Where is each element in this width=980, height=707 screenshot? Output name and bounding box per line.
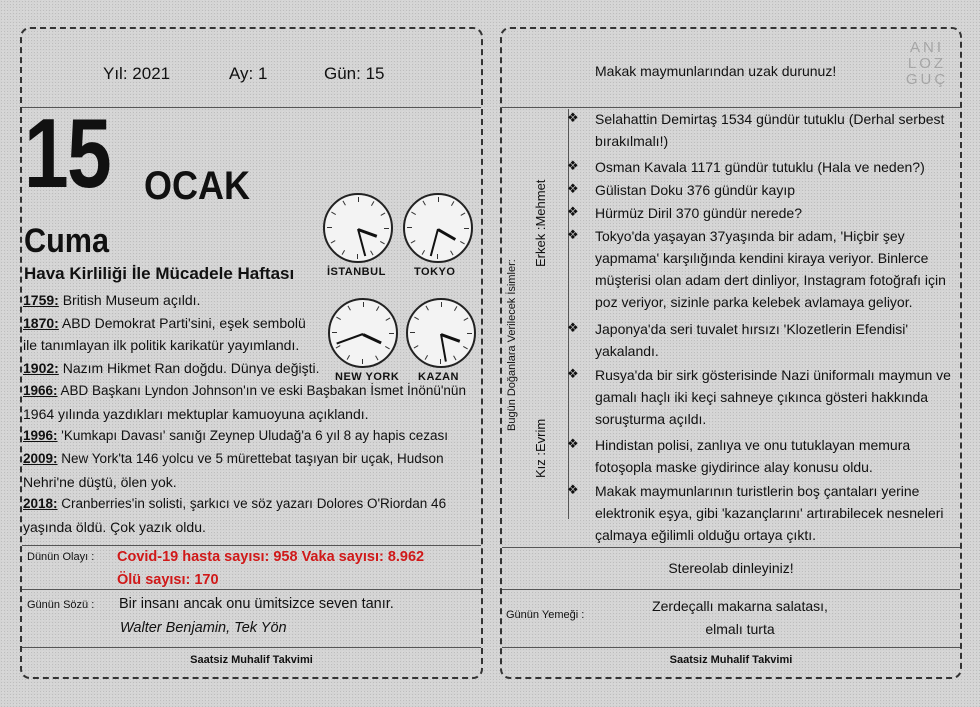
diamond-bullet-icon: ❖ bbox=[567, 366, 579, 381]
clock-tokyo bbox=[403, 193, 473, 263]
clock-tick bbox=[327, 227, 332, 228]
divider bbox=[502, 547, 960, 548]
fact-item: Rusya'da bir sirk gösterisinde Nazi üniformalı maymun ve gamalı haçlı iki keçi sahneye çıkınca gösteri hakkında soruşturma açıldı. bbox=[595, 367, 951, 427]
clock-tick bbox=[370, 251, 373, 256]
clock-tick bbox=[451, 201, 454, 206]
divider bbox=[22, 545, 481, 546]
clock-tick bbox=[384, 228, 389, 229]
clock-tick bbox=[342, 250, 345, 255]
history-list bbox=[23, 289, 483, 539]
diamond-bullet-icon: ❖ bbox=[567, 436, 579, 451]
weekday: Cuma bbox=[24, 222, 110, 260]
diamond-bullet-icon: ❖ bbox=[567, 482, 579, 497]
clock-label: İSTANBUL bbox=[327, 266, 386, 278]
footer-left: Saatsiz Muhalif Takvimi bbox=[190, 654, 313, 666]
logo-line: LOZ bbox=[907, 55, 947, 72]
names-heading: Bugün Doğanlara Verilecek İsimler: bbox=[506, 259, 518, 431]
clock-tick bbox=[422, 250, 425, 255]
clock-tick bbox=[437, 254, 438, 259]
fact-item: Japonya'da seri tuvalet hırsızı 'Klozetlerin Efendisi' yakalandı. bbox=[595, 321, 909, 359]
meal-line-1: Zerdeçallı makarna salatası, bbox=[652, 598, 828, 614]
month-name: OCAK bbox=[144, 164, 251, 208]
fact-item: Selahattin Demirtaş 1534 gündür tutuklu (Derhal serbest bırakılmalı!) bbox=[595, 111, 945, 149]
year-label: Yıl: 2021 bbox=[103, 64, 171, 83]
diamond-bullet-icon: ❖ bbox=[567, 181, 579, 196]
clock-tick bbox=[380, 241, 385, 244]
clock-tick bbox=[411, 240, 416, 243]
history-item: 1870: ABD Demokrat Parti'sini, eşek sembolü bbox=[23, 314, 306, 331]
fact-item: Hürmüz Diril 370 gündür nerede? bbox=[595, 205, 802, 221]
history-item: ile tanımlayan ilk politik karikatür yayımlandı. bbox=[23, 337, 300, 354]
music-recommendation: Stereolab dinleyiniz! bbox=[668, 560, 794, 576]
history-item: 1964 yılında yazdıkları mektuplar kamuoyuna açıklandı. bbox=[23, 405, 369, 422]
month-label: Ay: 1 bbox=[229, 64, 268, 83]
clock-tick bbox=[357, 254, 358, 259]
diamond-bullet-icon: ❖ bbox=[567, 204, 579, 219]
clock-istanbul bbox=[323, 193, 393, 263]
clock-tick bbox=[461, 213, 466, 216]
clock-tick bbox=[381, 213, 386, 216]
day-label: Gün: 15 bbox=[324, 64, 385, 83]
quote-text: Bir insanı ancak onu ümitsizce seven tanır. bbox=[119, 596, 394, 612]
event-line-1: Covid-19 hasta sayısı: 958 Vaka sayısı: 8.962 bbox=[117, 549, 425, 565]
week-theme: Hava Kirliliği İle Mücadele Haftası bbox=[24, 264, 295, 283]
day-number: 15 bbox=[24, 98, 111, 208]
clock-tick bbox=[411, 212, 416, 215]
logo-line: ANI bbox=[909, 39, 944, 56]
clock-tick bbox=[407, 227, 412, 228]
history-item: 2018: Cranberries'in solisti, şarkıcı ve söz yazarı Dolores O'Riordan 46 bbox=[23, 496, 447, 512]
right-header-title: Makak maymunlarından uzak durunuz! bbox=[595, 63, 837, 79]
name-female: Kız :Evrim bbox=[533, 418, 548, 478]
footer-right: Saatsiz Muhalif Takvimi bbox=[669, 654, 793, 666]
quote-author: Walter Benjamin, Tek Yön bbox=[120, 620, 287, 636]
fact-item: Makak maymunlarının turistlerin boş çantaları yerine elektronik eşya, gibi 'kazançlarını' artırabilecek nesneleri çalmaya eğilimli olduğu ortaya çıktı. bbox=[595, 483, 944, 543]
divider bbox=[22, 647, 481, 648]
history-item: Nehri'ne düştü, ölen yok. bbox=[23, 473, 177, 490]
history-item: 1966: ABD Başkanı Lyndon Johnson'ın ve eski Başbakan İsmet İnönü'nün bbox=[23, 382, 466, 398]
diamond-bullet-icon: ❖ bbox=[567, 110, 579, 125]
diamond-bullet-icon: ❖ bbox=[567, 158, 579, 173]
clock-tick bbox=[331, 240, 336, 243]
diamond-bullet-icon: ❖ bbox=[567, 227, 579, 242]
logo-line: GUÇ bbox=[905, 71, 949, 88]
history-item: 1902: Nazım Hikmet Ran doğdu. Dünya değişti. bbox=[23, 360, 320, 377]
divider bbox=[22, 589, 481, 590]
clock-tick bbox=[331, 212, 336, 215]
diamond-bullet-icon: ❖ bbox=[567, 320, 579, 335]
clock-label: NEW YORK bbox=[335, 371, 400, 383]
clock-tick bbox=[460, 241, 465, 244]
clock-tick bbox=[358, 197, 359, 202]
meal-line-2: elmalı turta bbox=[705, 621, 775, 637]
minute-hand bbox=[430, 229, 439, 257]
divider bbox=[502, 647, 960, 648]
quote-label: Günün Sözü : bbox=[27, 599, 95, 611]
history-item: 1996: 'Kumkapı Davası' sanığı Zeynep Uludağ'a 6 yıl 8 ay hapis cezası bbox=[23, 428, 448, 444]
fact-item: Gülistan Doku 376 gündür kayıp bbox=[595, 182, 796, 198]
history-item: 2009: New York'ta 146 yolcu ve 5 mürettebat taşıyan bir uçak, Hudson bbox=[23, 450, 444, 466]
event-label: Dünün Olayı : bbox=[27, 551, 95, 563]
meal-label: Günün Yemeği : bbox=[506, 609, 585, 621]
event-line-2: Ölü sayısı: 170 bbox=[117, 572, 219, 588]
fact-item: Tokyo'da yaşayan 37yaşında bir adam, 'Hiçbir şey yapmama' karşılığında kendini kiraya veriyor. Binlerce müşterisi olan adam dert dinliyor, Instagram fotoğrafı için poz veriyor, sizinle parka kelebek avlamaya geliyor. bbox=[595, 228, 946, 310]
clock-tick bbox=[464, 228, 469, 229]
clock-tick bbox=[371, 201, 374, 206]
name-male: Erkek :Mehmet bbox=[533, 179, 548, 267]
fact-item: Hindistan polisi, zanlıya ve onu tutuklayan memura fotoşopla maske giydirince alay konusu oldu. bbox=[595, 437, 911, 475]
clock-tick bbox=[343, 201, 346, 206]
clock-tick bbox=[450, 251, 453, 256]
clock-label: TOKYO bbox=[414, 266, 456, 278]
hour-hand bbox=[437, 228, 456, 241]
logo bbox=[902, 40, 952, 88]
clock-tick bbox=[438, 197, 439, 202]
clock-tick bbox=[423, 201, 426, 206]
divider bbox=[502, 589, 960, 590]
fact-item: Osman Kavala 1171 gündür tutuklu (Hala ve neden?) bbox=[595, 159, 925, 175]
history-item: 1759: British Museum açıldı. bbox=[23, 292, 201, 308]
history-item: yaşında öldü. Çok yazık oldu. bbox=[23, 519, 206, 536]
clock-label: KAZAN bbox=[418, 371, 459, 383]
